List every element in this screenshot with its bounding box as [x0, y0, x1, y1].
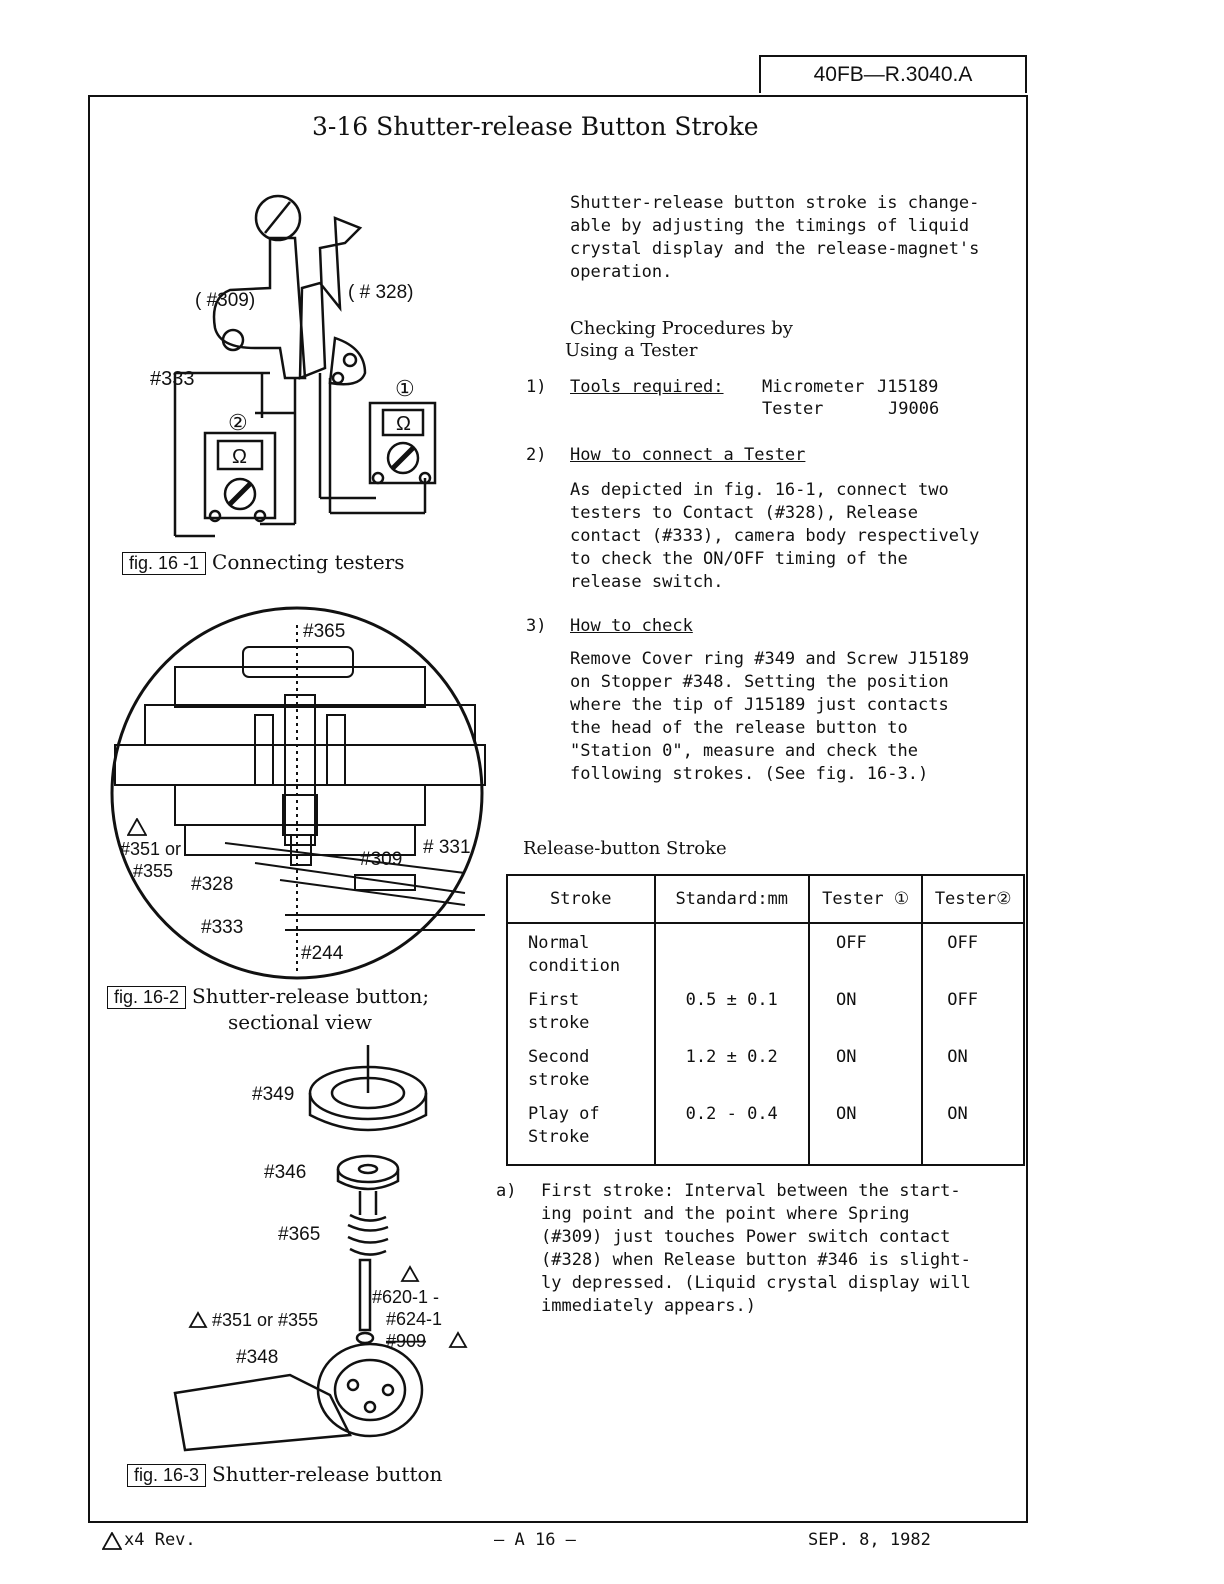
fig1-label-328: ( # 328): [348, 282, 414, 303]
header-standard: Standard:mm: [655, 875, 809, 923]
step-1-number: 1): [526, 377, 547, 397]
document-number: 40FB—R.3040.A: [759, 55, 1027, 93]
table-header-row: [507, 875, 1024, 923]
fig1-label-309: ( #309): [195, 290, 256, 311]
fig3-label-909: #909: [386, 1331, 427, 1351]
step-3-body: Remove Cover ring #349 and Screw J15189 on Stopper #348. Setting the position where the tip of J15189 just contacts the head of the release button to "Station 0", measure and check the following strokes. (See fig. 16-3.): [570, 649, 970, 784]
fig2-label-309: #309: [360, 849, 403, 870]
footer-page-text: A 16: [514, 1530, 556, 1550]
fig1-ohm-1: Ω: [232, 446, 247, 468]
cell-t1-play: ON: [835, 1104, 857, 1124]
footer-page-number: — A 16 —: [494, 1530, 576, 1550]
stroke-table: [506, 874, 1025, 1166]
fig2-label-328: #328: [191, 874, 234, 895]
fig-16-2-caption-line2: sectional view: [228, 1010, 372, 1034]
cell-t1-first: ON: [835, 990, 857, 1010]
cell-t1-second: ON: [835, 1047, 857, 1067]
cell-standard-play: 0.2 - 0.4: [685, 1104, 778, 1124]
section-title: 3-16 Shutter-release Button Stroke: [312, 112, 759, 141]
footer-revision: x4 Rev.: [124, 1530, 196, 1550]
fig2-label-355: #355: [133, 861, 174, 881]
cell-t2-second: ON: [947, 1047, 968, 1067]
fig2-label-331: # 331: [423, 837, 471, 858]
cell-stroke-first: First stroke: [528, 990, 590, 1033]
intro-paragraph: Shutter-release button stroke is change- able by adjusting the timings of liquid crystal display and the release-magnet's operation.: [570, 193, 980, 282]
table-caption: Release-button Stroke: [523, 838, 727, 859]
rev-triangle-icon: [102, 1532, 122, 1550]
fig2-label-333: #333: [201, 917, 244, 938]
fig-16-2-caption: [107, 984, 429, 1009]
fig-16-2-caption-line1: Shutter-release button;: [192, 984, 430, 1008]
header-stroke: Stroke: [507, 875, 655, 923]
fig3-label-346: #346: [264, 1162, 307, 1183]
fig-16-3-caption: [127, 1462, 442, 1487]
step-3-number: 3): [526, 616, 547, 636]
note-a-text: First stroke: Interval between the start- ing point and the point where Spring (#309) just touches Power switch contact (#328) when Release button #346 is slight- ly depressed. (Liquid crystal display will immediately appears.): [541, 1181, 971, 1316]
fig-16-1-diagram: [120, 188, 460, 548]
fig2-label-351: #351 or: [120, 839, 182, 859]
fig3-label-348: #348: [236, 1347, 279, 1368]
tool-1-name: Micrometer: [762, 377, 865, 397]
fig-16-3-diagram: [160, 1045, 480, 1460]
fig3-label-620: #620-1 -: [372, 1287, 440, 1307]
tool-2-name: Tester: [762, 399, 824, 419]
cell-t2-first: OFF: [947, 990, 978, 1010]
fig-16-2-number: fig. 16-2: [107, 986, 186, 1009]
procedures-heading-line2: Using a Tester: [565, 340, 698, 361]
header-tester-2: Tester②: [922, 875, 1024, 923]
fig-16-3-caption-text: Shutter-release button: [212, 1462, 443, 1486]
fig-16-2-diagram: [105, 605, 490, 983]
cell-standard-first: 0.5 ± 0.1: [685, 990, 778, 1010]
fig-16-1-caption: [122, 550, 405, 575]
cell-standard-second: 1.2 ± 0.2: [685, 1047, 778, 1067]
fig-16-3-number: fig. 16-3: [127, 1464, 206, 1487]
cell-stroke-play: Play of Stroke: [528, 1104, 600, 1147]
step-2-heading: How to connect a Tester: [570, 445, 806, 465]
cell-t2-play: ON: [947, 1104, 968, 1124]
warning-triangle-icon: [127, 818, 147, 836]
step-3-heading: How to check: [570, 616, 693, 636]
step-1-heading: Tools required:: [570, 377, 724, 397]
cell-stroke-normal: Normal condition: [528, 933, 621, 976]
footer-date: SEP. 8, 1982: [808, 1530, 931, 1550]
note-a-label: a): [496, 1181, 517, 1201]
tool-1-code: J15189: [877, 377, 939, 397]
cell-stroke-second: Second stroke: [528, 1047, 590, 1090]
cell-t1-normal: OFF: [835, 933, 867, 953]
table-body-row: [507, 923, 1024, 1165]
fig3-label-624: #624-1: [386, 1309, 443, 1329]
cell-standard-normal: [656, 932, 808, 989]
fig1-label-333: #333: [150, 368, 195, 390]
procedures-heading-line1: Checking Procedures by: [570, 318, 793, 339]
fig-16-1-number: fig. 16 -1: [122, 552, 206, 575]
fig2-label-244: #244: [301, 943, 344, 964]
header-tester-1: Tester ①: [809, 875, 922, 923]
cell-t2-normal: OFF: [947, 933, 978, 953]
fig1-circle-1: ①: [395, 376, 415, 401]
fig3-label-351: #351 or #355: [212, 1310, 319, 1330]
fig-16-1-caption-text: Connecting testers: [212, 550, 405, 574]
step-2-body: As depicted in fig. 16-1, connect two testers to Contact (#328), Release contact (#333), camera body respectively to check the ON/OFF timing of the release switch.: [570, 480, 980, 592]
step-2-number: 2): [526, 445, 547, 465]
fig1-circle-2: ②: [228, 410, 248, 435]
fig3-label-365: #365: [278, 1224, 321, 1245]
fig3-label-349: #349: [252, 1084, 295, 1105]
fig1-ohm-2: Ω: [396, 413, 411, 435]
tool-2-code: J9006: [888, 399, 940, 419]
fig2-label-365: #365: [303, 621, 346, 642]
